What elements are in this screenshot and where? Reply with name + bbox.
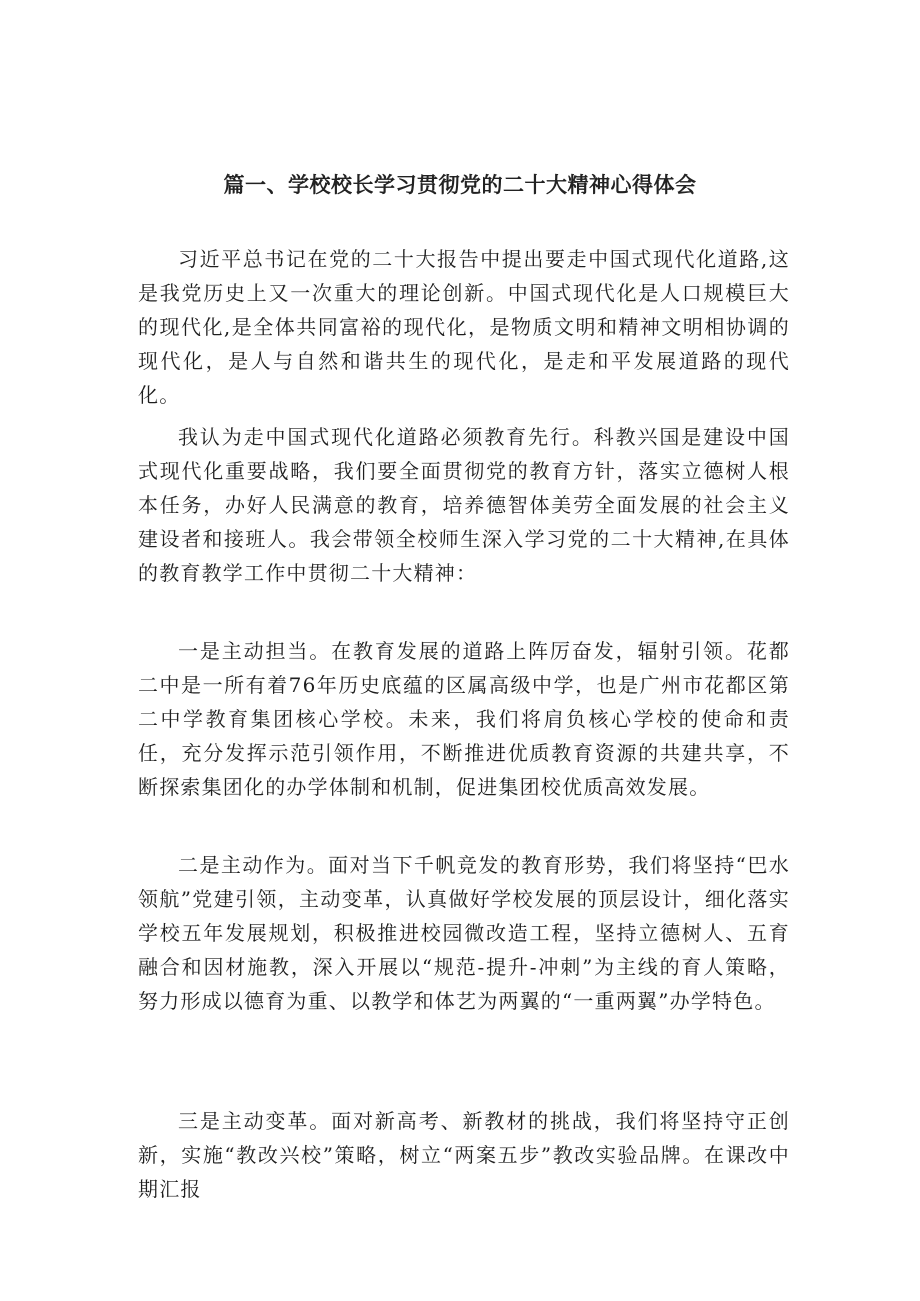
paragraph-4: 二是主动作为。面对当下千帆竞发的教育形势，我们将坚持“巴水领航”党建引领，主动变革，认真做好学校发展的顶层设计，细化落实学校五年发展规划，积极推进校园微改造工程，坚持立德树人、五育融合和因材施教，深入开展以“规范-提升-冲刺”为主线的育人策略，努力形成以德育为重、以教学和体艺为两翼的“一重两翼”办学特色。 <box>138 853 790 1013</box>
paragraph-5: 三是主动变革。面对新高考、新教材的挑战，我们将坚持守正创新，实施“教改兴校”策略，树立“两案五步”教改实验品牌。在课改中期汇报 <box>138 1109 790 1201</box>
paragraph-2: 我认为走中国式现代化道路必须教育先行。科教兴国是建设中国式现代化重要战略，我们要全面贯彻党的教育方针，落实立德树人根本任务，办好人民满意的教育，培养德智体美劳全面发展的社会主义建设者和接班人。我会带领全校师生深入学习党的二十大精神,在具体的教育教学工作中贯彻二十大精神： <box>138 425 790 585</box>
paragraph-3: 一是主动担当。在教育发展的道路上阵厉奋发，辐射引领。花都二中是一所有着76年历史底蕴的区属高级中学，也是广州市花都区第二中学教育集团核心学校。未来，我们将肩负核心学校的使命和责任，充分发挥示范引领作用，不断推进优质教育资源的共建共享，不断探索集团化的办学体制和机制，促进集团校优质高效发展。 <box>138 639 790 799</box>
document-title: 篇一、学校校长学习贯彻党的二十大精神心得体会 <box>223 173 697 198</box>
paragraph-1: 习近平总书记在党的二十大报告中提出要走中国式现代化道路,这是我党历史上又一次重大的理论创新。中国式现代化是人口规模巨大的现代化,是全体共同富裕的现代化，是物质文明和精神文明相协调的现代化，是人与自然和谐共生的现代化，是走和平发展道路的现代化。 <box>138 247 790 407</box>
